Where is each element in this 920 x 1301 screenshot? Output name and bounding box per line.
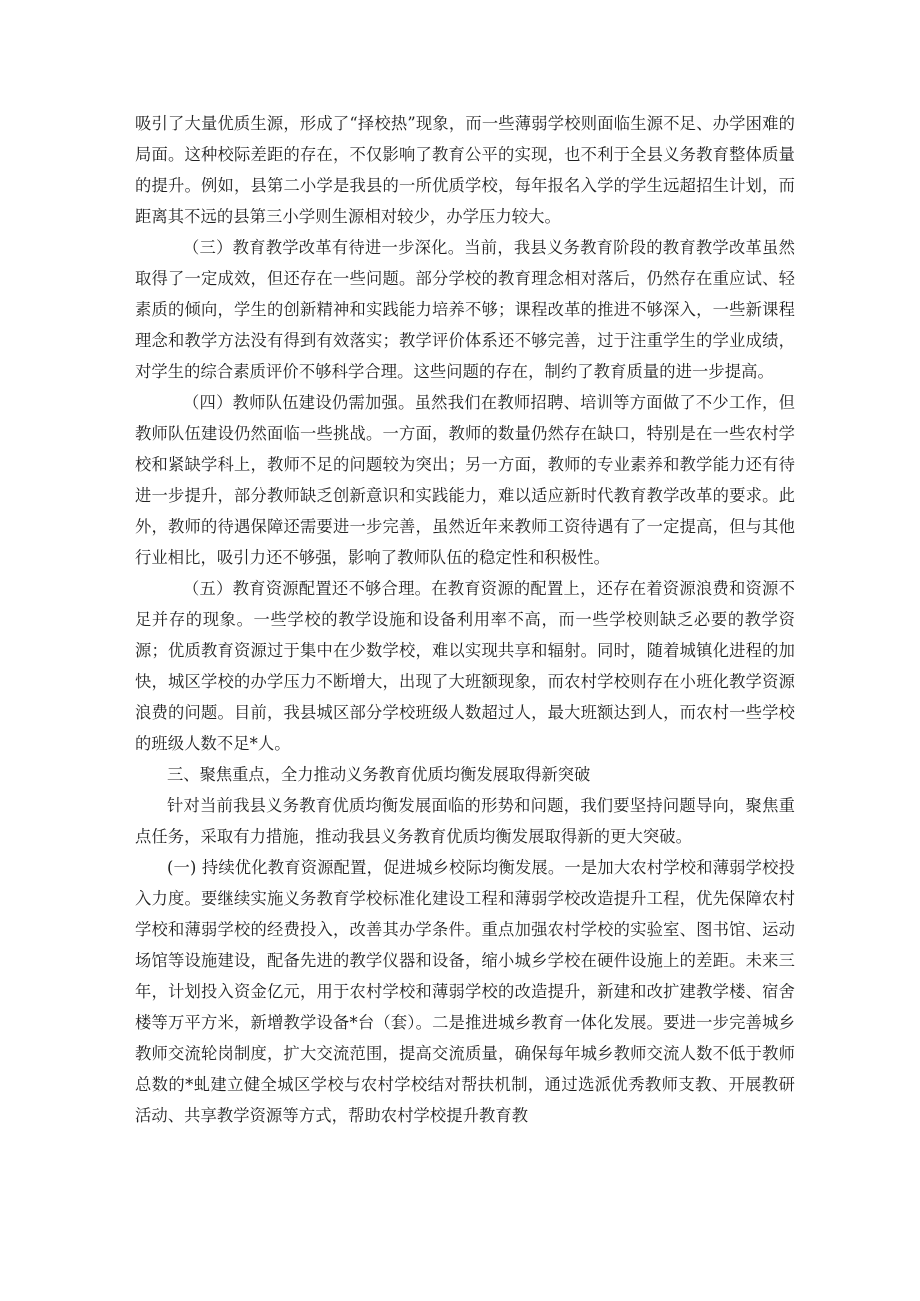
section-title: 三、聚焦重点，全力推动义务教育优质均衡发展取得新突破 [167,765,591,784]
paragraph-section-intro: 针对当前我县义务教育优质均衡发展面临的形势和问题，我们要坚持问题导向，聚焦重点任务，采取有力措施，推动我县义务教育优质均衡发展取得新的更大突破。 [135,796,795,846]
paragraph-resource-allocation: （五）教育资源配置还不够合理。在教育资源的配置上，还存在着资源浪费和资源不足并存的现象。一些学校的教学设施和设备利用率不高，而一些学校则缺乏必要的教学资源；优质教育资源过于集中在少数学校，难以实现共享和辐射。同时，随着城镇化进程的加快，城区学校的办学压力不断增大，出现了大班额现象，而农村学校则存在小班化教学资源浪费的问题。目前，我县城区部分学校班级人数超过人，最大班额达到人，而农村一些学校的班级人数不足*人。 [135,579,795,753]
paragraph-teaching-reform: （三）教育教学改革有待进一步深化。当前，我县义务教育阶段的教育教学改革虽然取得了一定成效，但还存在一些问题。部分学校的教育理念相对落后，仍然存在重应试、轻素质的倾向，学生的创新精神和实践能力培养不够；课程改革的推进不够深入，一些新课程理念和教学方法没有得到有效落实；教学评价体系还不够完善，过于注重学生的学业成绩，对学生的综合素质评价不够科学合理。这些问题的存在，制约了教育质量的进一步提高。 [135,238,795,381]
paragraph-measure-one: (一) 持续优化教育资源配置，促进城乡校际均衡发展。一是加大农村学校和薄弱学校投入力度。要继续实施义务教育学校标准化建设工程和薄弱学校改造提升工程，优先保障农村学校和薄弱学校的经费投入，改善其办学条件。重点加强农村学校的实验室、图书馆、运动场馆等设施建设，配备先进的教学仪器和设备，缩小城乡学校在硬件设施上的差距。未来三年，计划投入资金亿元，用于农村学校和薄弱学校的改造提升，新建和改扩建教学楼、宿舍楼等万平方米，新增教学设备*台（套）。二是推进城乡教育一体化发展。要进一步完善城乡教师交流轮岗制度，扩大交流范围，提高交流质量，确保每年城乡教师交流人数不低于教师总数的*虬建立健全城区学校与农村学校结对帮扶机制，通过选派优秀教师支教、开展教研活动、共享教学资源等方式，帮助农村学校提升教育教 [135,858,795,1125]
document-page [135,108,795,1131]
paragraph-school-gap: 吸引了大量优质生源，形成了“择校热”现象，而一些薄弱学校则面临生源不足、办学困难的局面。这种校际差距的存在，不仅影响了教育公平的实现，也不利于全县义务教育整体质量的提升。例如，县第二小学是我县的一所优质学校，每年报名入学的学生远超招生计划，而距离其不远的县第三小学则生源相对较少，办学压力较大。 [135,114,795,226]
paragraph-teacher-team: （四）教师队伍建设仍需加强。虽然我们在教师招聘、培训等方面做了不少工作，但教师队伍建设仍然面临一些挑战。一方面，教师的数量仍然存在缺口，特别是在一些农村学校和紧缺学科上，教师不足的问题较为突出；另一方面，教师的专业素养和教学能力还有待进一步提升，部分教师缺乏创新意识和实践能力，难以适应新时代教育教学改革的要求。此外，教师的待遇保障还需要进一步完善，虽然近年来教师工资待遇有了一定提高，但与其他行业相比，吸引力还不够强，影响了教师队伍的稳定性和积极性。 [135,393,795,567]
